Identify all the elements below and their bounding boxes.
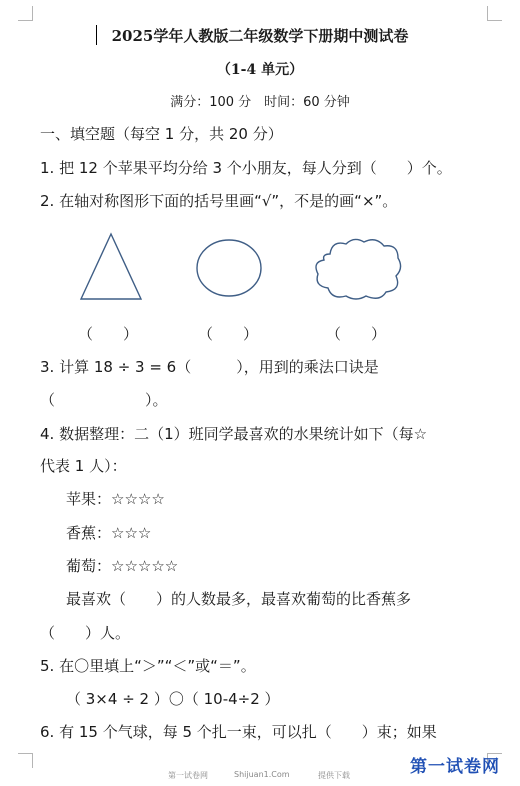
question-4-line-2: 代表 1 人）：	[40, 457, 127, 475]
question-4-line-1: 4. 数据整理：二（1）班同学最喜欢的水果统计如下（每☆	[40, 425, 428, 443]
document-subtitle: （1-4 单元）	[216, 62, 304, 78]
triangle-figure	[78, 232, 144, 302]
crop-mark-top-right	[487, 6, 502, 21]
footer-site-name: 第一试卷网	[168, 771, 208, 780]
question-5-expression: （ 3×4 ÷ 2 ）〇（ 10-4÷2 ）	[66, 690, 280, 708]
document-title: 2025学年人教版二年级数学下册期中测试卷	[111, 27, 409, 45]
crop-mark-top-left	[18, 6, 33, 21]
answer-bracket-triangle[interactable]: （ ）	[78, 325, 139, 343]
cloud-figure	[312, 236, 404, 302]
fruit-apple-row: 苹果：☆☆☆☆	[66, 490, 165, 508]
question-3-line-2: （ ）。	[40, 391, 168, 409]
circle-figure	[195, 238, 263, 298]
question-4-line-4: （ ）人。	[40, 624, 131, 642]
fruit-grape-row: 葡萄：☆☆☆☆☆	[66, 557, 179, 575]
question-3-line-1: 3. 计算 18 ÷ 3 = 6（ ），用到的乘法口诀是	[40, 358, 379, 376]
footer-site-url: Shijuan1.Com	[234, 770, 290, 779]
fruit-banana-row: 香蕉：☆☆☆	[66, 524, 152, 542]
footer-download-note: 提供下载	[318, 771, 350, 780]
score-time-info: 满分：100 分 时间：60 分钟	[170, 95, 350, 110]
answer-bracket-cloud[interactable]: （ ）	[326, 325, 387, 343]
question-5-line-1: 5. 在〇里填上“＞”“＜”或“＝”。	[40, 657, 256, 675]
question-4-line-3: 最喜欢（ ）的人数最多，最喜欢葡萄的比香蕉多	[66, 590, 412, 608]
watermark-logo: 第一试卷网	[410, 757, 500, 777]
section-heading: 一、填空题（每空 1 分，共 20 分）	[40, 125, 283, 143]
question-2: 2. 在轴对称图形下面的括号里画“√”，不是的画“×”。	[40, 192, 398, 210]
question-1: 1. 把 12 个苹果平均分给 3 个小朋友，每人分到（ ）个。	[40, 159, 452, 177]
crop-mark-bottom-left	[18, 753, 33, 768]
question-6-line-1: 6. 有 15 个气球，每 5 个扎一束，可以扎（ ）束；如果	[40, 723, 437, 741]
answer-bracket-circle[interactable]: （ ）	[198, 325, 259, 343]
